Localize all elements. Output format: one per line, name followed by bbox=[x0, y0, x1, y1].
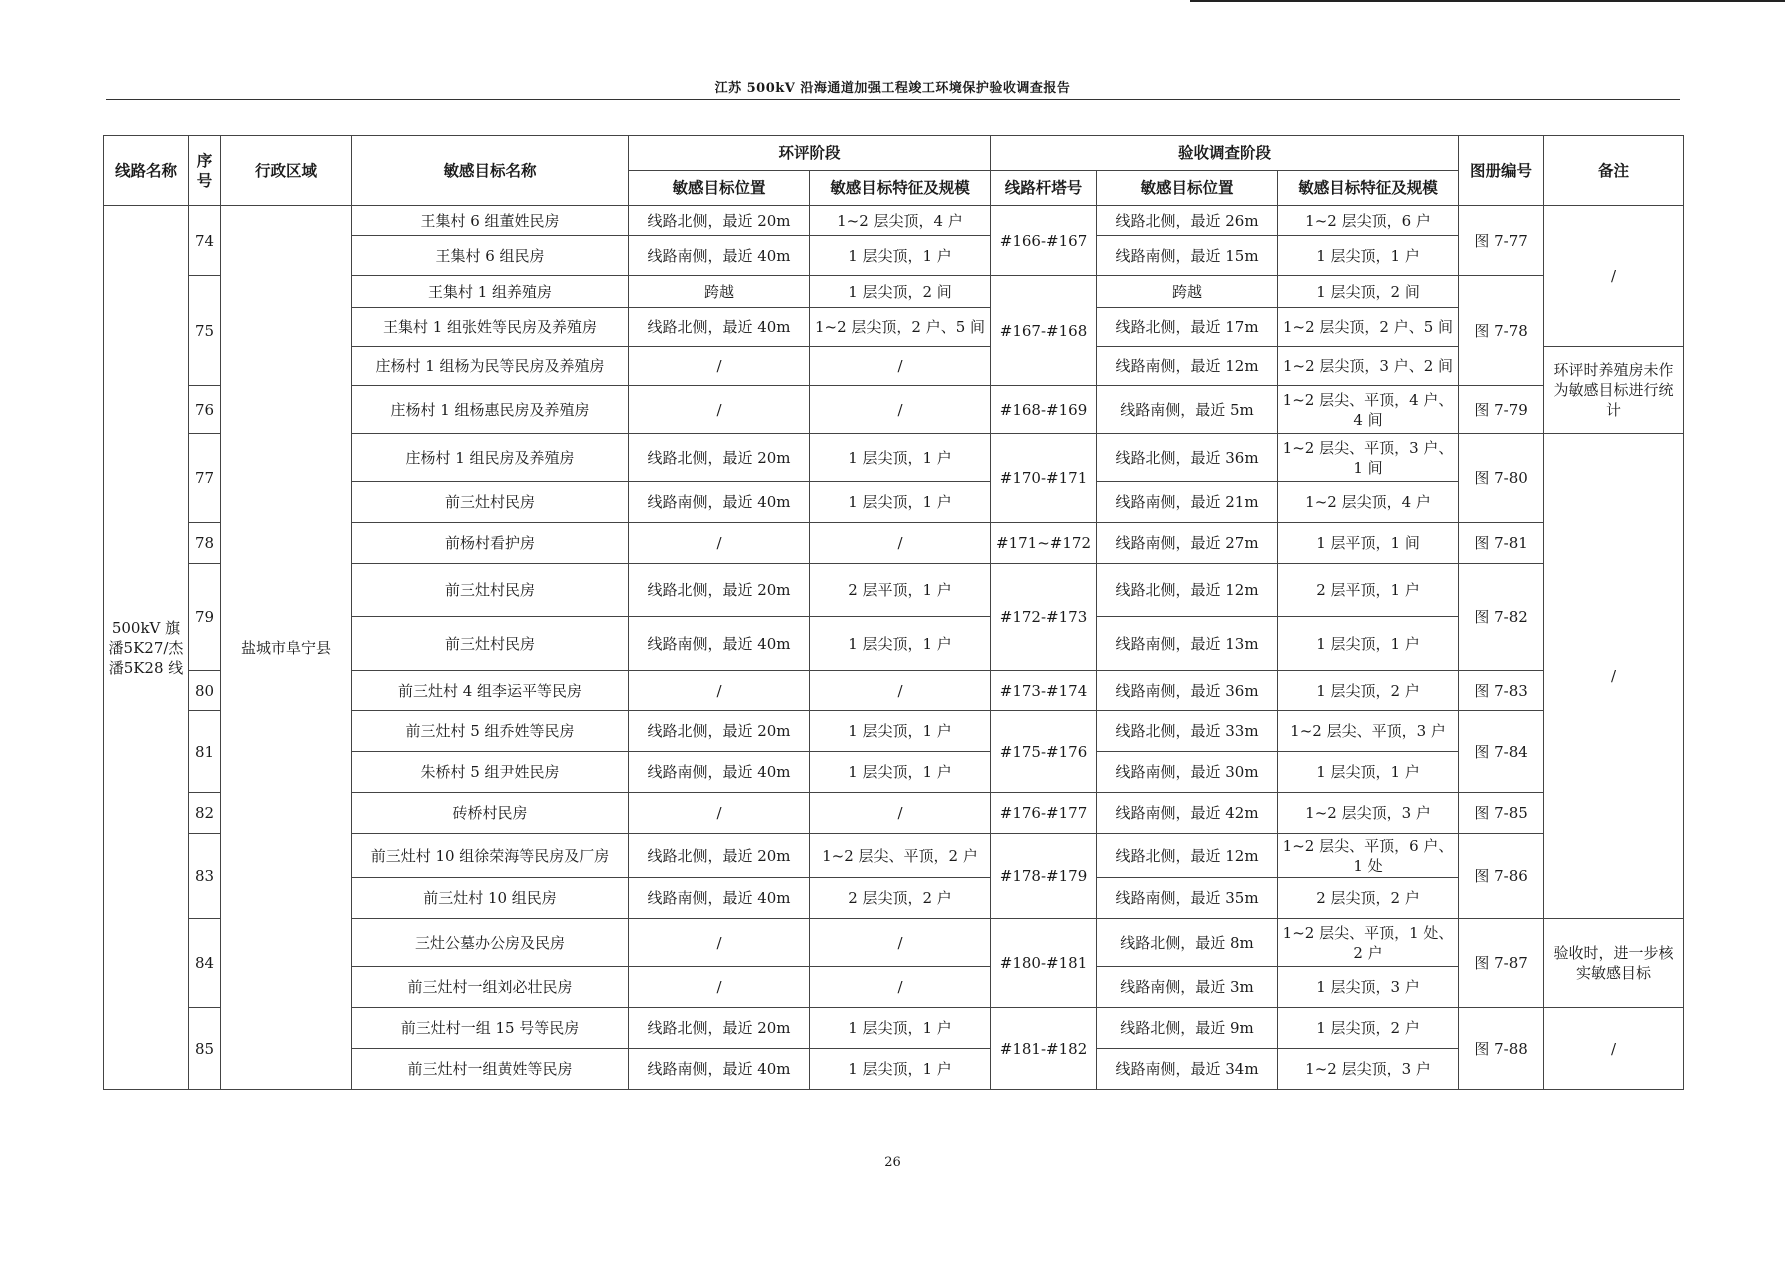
acc-feature-cell: 1~2 层尖、平顶，3 户 bbox=[1278, 711, 1459, 752]
report-header-title: 江苏 500kV 沿海通道加强工程竣工环境保护验收调查报告 bbox=[714, 81, 1071, 96]
acc-location-cell: 线路南侧，最近 30m bbox=[1097, 752, 1278, 793]
seq-cell: 82 bbox=[189, 793, 221, 834]
target-name-cell: 王集村 1 组养殖房 bbox=[352, 276, 629, 308]
acc-location-cell: 线路南侧，最近 27m bbox=[1097, 523, 1278, 564]
target-name-cell: 王集村 6 组董姓民房 bbox=[352, 206, 629, 236]
eia-feature-cell: 1 层尖顶，2 间 bbox=[810, 276, 991, 308]
target-name-cell: 砖桥村民房 bbox=[352, 793, 629, 834]
tower-cell: #172-#173 bbox=[991, 564, 1097, 671]
acc-feature-cell: 1 层尖顶，2 间 bbox=[1278, 276, 1459, 308]
acc-feature-cell: 1~2 层尖顶，4 户 bbox=[1278, 482, 1459, 523]
eia-location-cell: 线路北侧，最近 40m bbox=[629, 308, 810, 347]
header-rule bbox=[106, 99, 1680, 100]
figure-no-cell: 图 7-88 bbox=[1459, 1008, 1544, 1090]
target-name-cell: 前三灶村民房 bbox=[352, 564, 629, 617]
eia-location-cell: 线路北侧，最近 20m bbox=[629, 564, 810, 617]
target-name-cell: 前三灶村 10 组民房 bbox=[352, 878, 629, 919]
eia-location-cell: 线路南侧，最近 40m bbox=[629, 482, 810, 523]
header-eia-stage: 环评阶段 bbox=[629, 136, 991, 171]
target-name-cell: 前三灶村一组刘必壮民房 bbox=[352, 967, 629, 1008]
header-eia-feature: 敏感目标特征及规模 bbox=[810, 171, 991, 206]
acc-feature-cell: 1~2 层尖顶，2 户、5 间 bbox=[1278, 308, 1459, 347]
acc-feature-cell: 1 层尖顶，1 户 bbox=[1278, 617, 1459, 671]
acc-location-cell: 线路南侧，最近 15m bbox=[1097, 236, 1278, 276]
eia-feature-cell: / bbox=[810, 793, 991, 834]
acc-location-cell: 线路南侧，最近 34m bbox=[1097, 1049, 1278, 1090]
eia-location-cell: / bbox=[629, 919, 810, 967]
tower-cell: #167-#168 bbox=[991, 276, 1097, 386]
header-target-name: 敏感目标名称 bbox=[352, 136, 629, 206]
eia-feature-cell: 1 层尖顶，1 户 bbox=[810, 711, 991, 752]
eia-feature-cell: 2 层平顶，1 户 bbox=[810, 564, 991, 617]
line-name-cell: 500kV 旗潘5K27/杰潘5K28 线 bbox=[104, 206, 189, 1090]
seq-cell: 78 bbox=[189, 523, 221, 564]
seq-cell: 85 bbox=[189, 1008, 221, 1090]
eia-feature-cell: 1~2 层尖、平顶，2 户 bbox=[810, 834, 991, 878]
acc-feature-cell: 1~2 层尖顶，3 户 bbox=[1278, 793, 1459, 834]
header-acceptance-stage: 验收调查阶段 bbox=[991, 136, 1459, 171]
eia-feature-cell: 1 层尖顶，1 户 bbox=[810, 752, 991, 793]
top-border-line bbox=[1190, 0, 1785, 2]
acc-location-cell: 线路南侧，最近 21m bbox=[1097, 482, 1278, 523]
acc-location-cell: 线路北侧，最近 17m bbox=[1097, 308, 1278, 347]
seq-cell: 80 bbox=[189, 671, 221, 711]
acc-location-cell: 线路南侧，最近 5m bbox=[1097, 386, 1278, 434]
acc-feature-cell: 1 层尖顶，2 户 bbox=[1278, 1008, 1459, 1049]
tower-cell: #166-#167 bbox=[991, 206, 1097, 276]
tower-cell: #170-#171 bbox=[991, 434, 1097, 523]
eia-feature-cell: / bbox=[810, 671, 991, 711]
figure-no-cell: 图 7-84 bbox=[1459, 711, 1544, 793]
eia-location-cell: / bbox=[629, 386, 810, 434]
acc-location-cell: 线路北侧，最近 33m bbox=[1097, 711, 1278, 752]
target-name-cell: 前三灶村一组 15 号等民房 bbox=[352, 1008, 629, 1049]
target-name-cell: 前三灶村 4 组李运平等民房 bbox=[352, 671, 629, 711]
acc-feature-cell: 1 层尖顶，1 户 bbox=[1278, 236, 1459, 276]
page-number: 26 bbox=[884, 1155, 901, 1170]
eia-feature-cell: / bbox=[810, 523, 991, 564]
seq-cell: 79 bbox=[189, 564, 221, 671]
acc-feature-cell: 1 层尖顶，1 户 bbox=[1278, 752, 1459, 793]
seq-cell: 76 bbox=[189, 386, 221, 434]
acc-location-cell: 跨越 bbox=[1097, 276, 1278, 308]
region-cell: 盐城市阜宁县 bbox=[221, 206, 352, 1090]
acc-feature-cell: 1~2 层尖、平顶，4 户、4 间 bbox=[1278, 386, 1459, 434]
remark-cell: / bbox=[1544, 206, 1684, 347]
eia-feature-cell: 1~2 层尖顶，4 户 bbox=[810, 206, 991, 236]
acc-feature-cell: 1~2 层尖、平顶，1 处、2 户 bbox=[1278, 919, 1459, 967]
target-name-cell: 前三灶村 10 组徐荣海等民房及厂房 bbox=[352, 834, 629, 878]
tower-cell: #180-#181 bbox=[991, 919, 1097, 1008]
eia-location-cell: 线路北侧，最近 20m bbox=[629, 434, 810, 482]
eia-location-cell: 线路南侧，最近 40m bbox=[629, 236, 810, 276]
seq-cell: 81 bbox=[189, 711, 221, 793]
seq-cell: 77 bbox=[189, 434, 221, 523]
acc-location-cell: 线路南侧，最近 3m bbox=[1097, 967, 1278, 1008]
remark-cell: / bbox=[1544, 1008, 1684, 1090]
eia-feature-cell: 1 层尖顶，1 户 bbox=[810, 434, 991, 482]
target-name-cell: 庄杨村 1 组民房及养殖房 bbox=[352, 434, 629, 482]
target-name-cell: 王集村 6 组民房 bbox=[352, 236, 629, 276]
header-tower: 线路杆塔号 bbox=[991, 171, 1097, 206]
remark-cell: / bbox=[1544, 434, 1684, 919]
tower-cell: #181-#182 bbox=[991, 1008, 1097, 1090]
target-name-cell: 前三灶村一组黄姓等民房 bbox=[352, 1049, 629, 1090]
header-acc-location: 敏感目标位置 bbox=[1097, 171, 1278, 206]
acc-feature-cell: 1~2 层尖顶，3 户 bbox=[1278, 1049, 1459, 1090]
header-eia-location: 敏感目标位置 bbox=[629, 171, 810, 206]
eia-location-cell: 线路南侧，最近 40m bbox=[629, 878, 810, 919]
acc-location-cell: 线路北侧，最近 8m bbox=[1097, 919, 1278, 967]
eia-feature-cell: / bbox=[810, 967, 991, 1008]
acc-location-cell: 线路南侧，最近 12m bbox=[1097, 347, 1278, 386]
target-name-cell: 前三灶村民房 bbox=[352, 482, 629, 523]
figure-no-cell: 图 7-77 bbox=[1459, 206, 1544, 276]
eia-feature-cell: 1 层尖顶，1 户 bbox=[810, 617, 991, 671]
acc-location-cell: 线路北侧，最近 9m bbox=[1097, 1008, 1278, 1049]
eia-location-cell: / bbox=[629, 671, 810, 711]
target-name-cell: 庄杨村 1 组杨为民等民房及养殖房 bbox=[352, 347, 629, 386]
eia-location-cell: 线路南侧，最近 40m bbox=[629, 617, 810, 671]
tower-cell: #168-#169 bbox=[991, 386, 1097, 434]
seq-cell: 75 bbox=[189, 276, 221, 386]
eia-feature-cell: 1 层尖顶，1 户 bbox=[810, 482, 991, 523]
acc-feature-cell: 1 层尖顶，2 户 bbox=[1278, 671, 1459, 711]
acc-location-cell: 线路北侧，最近 26m bbox=[1097, 206, 1278, 236]
eia-location-cell: 线路北侧，最近 20m bbox=[629, 834, 810, 878]
eia-location-cell: / bbox=[629, 347, 810, 386]
tower-cell: #171~#172 bbox=[991, 523, 1097, 564]
acc-location-cell: 线路南侧，最近 13m bbox=[1097, 617, 1278, 671]
eia-location-cell: / bbox=[629, 967, 810, 1008]
target-name-cell: 庄杨村 1 组杨惠民房及养殖房 bbox=[352, 386, 629, 434]
eia-location-cell: 线路南侧，最近 40m bbox=[629, 752, 810, 793]
seq-cell: 74 bbox=[189, 206, 221, 276]
tower-cell: #176-#177 bbox=[991, 793, 1097, 834]
header-acc-feature: 敏感目标特征及规模 bbox=[1278, 171, 1459, 206]
table-row bbox=[104, 206, 1684, 236]
figure-no-cell: 图 7-78 bbox=[1459, 276, 1544, 386]
eia-location-cell: / bbox=[629, 523, 810, 564]
acc-feature-cell: 2 层平顶，1 户 bbox=[1278, 564, 1459, 617]
figure-no-cell: 图 7-81 bbox=[1459, 523, 1544, 564]
target-name-cell: 前三灶村 5 组乔姓等民房 bbox=[352, 711, 629, 752]
tower-cell: #178-#179 bbox=[991, 834, 1097, 919]
eia-feature-cell: 1~2 层尖顶，2 户、5 间 bbox=[810, 308, 991, 347]
target-name-cell: 前杨村看护房 bbox=[352, 523, 629, 564]
tower-cell: #173-#174 bbox=[991, 671, 1097, 711]
target-name-cell: 王集村 1 组张姓等民房及养殖房 bbox=[352, 308, 629, 347]
acc-location-cell: 线路北侧，最近 12m bbox=[1097, 564, 1278, 617]
remark-cell: 环评时养殖房未作为敏感目标进行统计 bbox=[1544, 347, 1684, 434]
figure-no-cell: 图 7-83 bbox=[1459, 671, 1544, 711]
eia-feature-cell: / bbox=[810, 347, 991, 386]
target-name-cell: 朱桥村 5 组尹姓民房 bbox=[352, 752, 629, 793]
header-region: 行政区域 bbox=[221, 136, 352, 206]
seq-cell: 83 bbox=[189, 834, 221, 919]
figure-no-cell: 图 7-85 bbox=[1459, 793, 1544, 834]
eia-feature-cell: / bbox=[810, 386, 991, 434]
acc-feature-cell: 1 层尖顶，3 户 bbox=[1278, 967, 1459, 1008]
figure-no-cell: 图 7-86 bbox=[1459, 834, 1544, 919]
table-body bbox=[104, 206, 1684, 1090]
header-line-name: 线路名称 bbox=[104, 136, 189, 206]
tower-cell: #175-#176 bbox=[991, 711, 1097, 793]
eia-feature-cell: 1 层尖顶，1 户 bbox=[810, 1008, 991, 1049]
acc-feature-cell: 1 层平顶，1 间 bbox=[1278, 523, 1459, 564]
acc-location-cell: 线路南侧，最近 35m bbox=[1097, 878, 1278, 919]
acc-feature-cell: 1~2 层尖、平顶，3 户、1 间 bbox=[1278, 434, 1459, 482]
figure-no-cell: 图 7-82 bbox=[1459, 564, 1544, 671]
eia-location-cell: 线路北侧，最近 20m bbox=[629, 711, 810, 752]
eia-feature-cell: 2 层尖顶，2 户 bbox=[810, 878, 991, 919]
eia-feature-cell: 1 层尖顶，1 户 bbox=[810, 236, 991, 276]
eia-location-cell: 线路北侧，最近 20m bbox=[629, 206, 810, 236]
acc-location-cell: 线路北侧，最近 36m bbox=[1097, 434, 1278, 482]
header-figure-no: 图册编号 bbox=[1459, 136, 1544, 206]
eia-location-cell: 线路南侧，最近 40m bbox=[629, 1049, 810, 1090]
eia-feature-cell: / bbox=[810, 919, 991, 967]
figure-no-cell: 图 7-80 bbox=[1459, 434, 1544, 523]
header-remark: 备注 bbox=[1544, 136, 1684, 206]
eia-location-cell: 跨越 bbox=[629, 276, 810, 308]
remark-cell: 验收时，进一步核实敏感目标 bbox=[1544, 919, 1684, 1008]
figure-no-cell: 图 7-87 bbox=[1459, 919, 1544, 1008]
acc-feature-cell: 1~2 层尖顶，6 户 bbox=[1278, 206, 1459, 236]
acc-feature-cell: 2 层尖顶，2 户 bbox=[1278, 878, 1459, 919]
acc-location-cell: 线路北侧，最近 12m bbox=[1097, 834, 1278, 878]
figure-no-cell: 图 7-79 bbox=[1459, 386, 1544, 434]
acc-location-cell: 线路南侧，最近 42m bbox=[1097, 793, 1278, 834]
eia-location-cell: 线路北侧，最近 20m bbox=[629, 1008, 810, 1049]
eia-location-cell: / bbox=[629, 793, 810, 834]
acc-location-cell: 线路南侧，最近 36m bbox=[1097, 671, 1278, 711]
target-name-cell: 前三灶村民房 bbox=[352, 617, 629, 671]
acc-feature-cell: 1~2 层尖顶，3 户、2 间 bbox=[1278, 347, 1459, 386]
seq-cell: 84 bbox=[189, 919, 221, 1008]
acc-feature-cell: 1~2 层尖、平顶，6 户、1 处 bbox=[1278, 834, 1459, 878]
eia-feature-cell: 1 层尖顶，1 户 bbox=[810, 1049, 991, 1090]
sensitive-targets-table bbox=[103, 135, 1684, 1090]
header-seq: 序号 bbox=[189, 136, 221, 206]
target-name-cell: 三灶公墓办公房及民房 bbox=[352, 919, 629, 967]
